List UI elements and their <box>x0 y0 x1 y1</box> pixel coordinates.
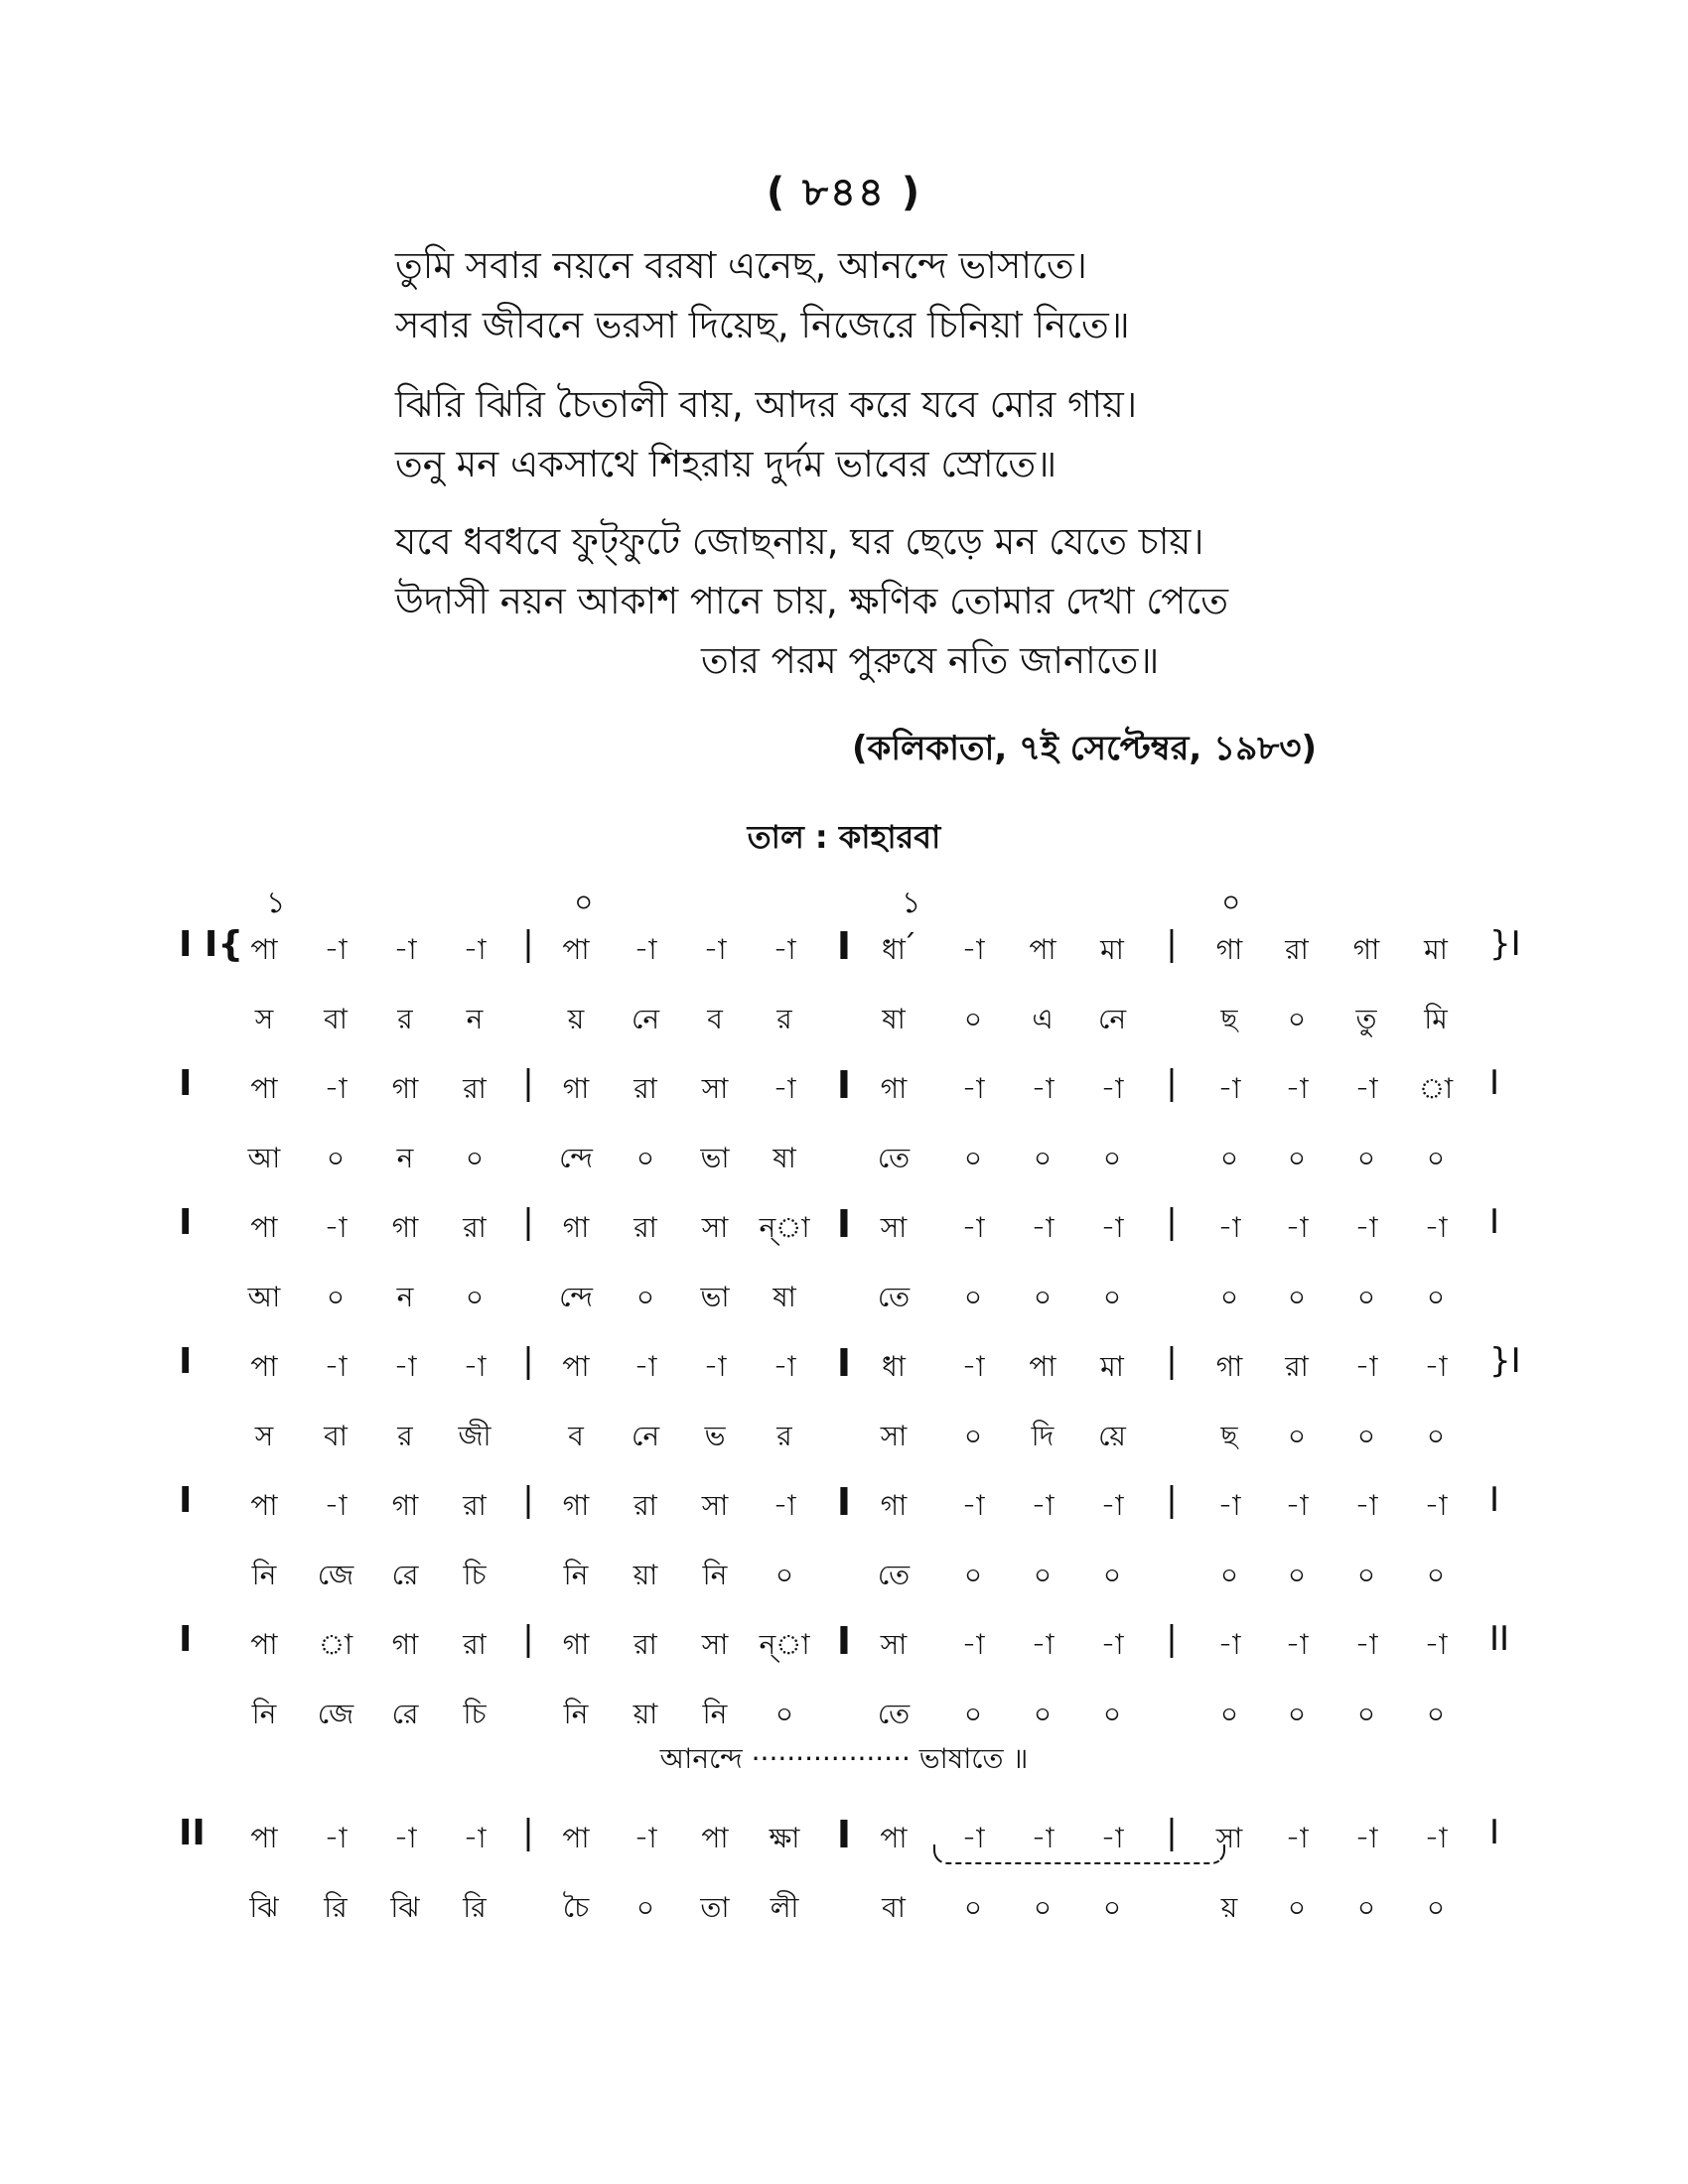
bar-line: | <box>1166 1619 1178 1659</box>
swara-note: রা <box>463 1489 487 1522</box>
lyric-syllable: য় <box>1220 1891 1238 1924</box>
lyric-syllable: রি <box>463 1891 487 1924</box>
lyric-syllable: ০ <box>963 1003 983 1035</box>
swara-note: -া <box>703 1350 727 1383</box>
row-end-bar: }I <box>1489 1341 1521 1381</box>
swara-note: -া <box>1031 1822 1055 1854</box>
row-end-bar: I <box>1489 1813 1500 1852</box>
swara-note: রা <box>463 1072 487 1105</box>
swara-note: -া <box>773 933 796 966</box>
swara-note: রা <box>633 1072 657 1105</box>
lyric-syllable: য়া <box>633 1698 658 1730</box>
lyric-syllable: ন <box>396 1281 414 1313</box>
bar-line: | <box>522 1813 534 1852</box>
swara-note: রা <box>633 1489 657 1522</box>
lyric-syllable: ছ <box>1220 1420 1238 1452</box>
swara-note: মা <box>1424 933 1448 966</box>
lyric-syllable: ভা <box>700 1142 730 1174</box>
swara-note: -া <box>961 1211 985 1244</box>
swara-note: -া <box>1354 1072 1378 1105</box>
swara-note: -া <box>1285 1489 1309 1522</box>
lyric-syllable: বা <box>324 1420 348 1452</box>
lyric-syllable: র <box>776 1003 792 1035</box>
lyric-syllable: ০ <box>1287 1891 1307 1924</box>
lyric-syllable: ষা <box>773 1281 796 1313</box>
swara-note: -া <box>324 1211 348 1244</box>
swara-note: রা <box>1285 933 1309 966</box>
swara-note: পা <box>250 1822 278 1854</box>
swara-note: পা <box>250 1072 278 1105</box>
swara-note: -া <box>1424 1211 1448 1244</box>
bar-line: | <box>1166 1813 1178 1852</box>
bar-line: I <box>836 1202 852 1246</box>
swara-note: া <box>1418 1072 1454 1105</box>
lyric-syllable: নে <box>631 1003 660 1035</box>
swara-note: -া <box>773 1489 796 1522</box>
lyric-syllable: ন্দে <box>559 1281 593 1313</box>
lyric-syllable: ০ <box>1033 1281 1053 1313</box>
lyric-syllable: তা <box>700 1891 730 1924</box>
swara-note: রা <box>633 1211 657 1244</box>
swara-note: পা <box>250 1628 278 1661</box>
lyric-syllable: ০ <box>963 1281 983 1313</box>
bar-line: | <box>1166 924 1178 964</box>
beat-mark: ১´ <box>902 886 921 964</box>
swara-note: -া <box>633 1822 657 1854</box>
swara-note: -া <box>1100 1072 1124 1105</box>
lyric-syllable: ০ <box>1426 1142 1446 1174</box>
lyric-syllable: সা <box>880 1420 908 1452</box>
swara-note: া <box>318 1628 353 1661</box>
lyric-syllable: বা <box>324 1003 348 1035</box>
poem-line: উদাসী নয়ন আকাশ পানে চায়, ক্ষণিক তোমার দেখা পেতে <box>395 580 1228 622</box>
swara-note: গা <box>1352 933 1380 966</box>
lyric-syllable: ঝি <box>390 1891 420 1924</box>
dateline: (কলিকাতা, ৭ই সেপ্টেম্বর, ১৯৮৩) <box>852 729 1318 768</box>
lyric-syllable: ০ <box>635 1142 655 1174</box>
swara-note: রা <box>633 1628 657 1661</box>
lyric-syllable: ০ <box>1102 1559 1122 1591</box>
swara-note: গা <box>880 1489 908 1522</box>
lyric-syllable: রে <box>391 1559 419 1591</box>
swara-note: পা <box>250 933 278 966</box>
swara-note: পা <box>562 1350 590 1383</box>
lyric-syllable: ০ <box>963 1142 983 1174</box>
swara-note: -া <box>703 933 727 966</box>
bar-line: | <box>1166 1480 1178 1520</box>
lyric-syllable: ০ <box>1356 1281 1376 1313</box>
lyric-syllable: য় <box>567 1003 585 1035</box>
lyric-syllable: ০ <box>1426 1281 1446 1313</box>
lyric-syllable: র <box>397 1003 413 1035</box>
lyric-syllable: ঝি <box>249 1891 279 1924</box>
swara-note: -া <box>633 933 657 966</box>
lyric-syllable: ০ <box>1033 1559 1053 1591</box>
beat-mark: ১ <box>266 886 286 920</box>
lyric-syllable: ভা <box>700 1281 730 1313</box>
bar-line: | <box>522 1619 534 1659</box>
swara-note: গা <box>562 1211 590 1244</box>
swara-note: -া <box>773 1072 796 1105</box>
swara-note: -া <box>1031 1628 1055 1661</box>
bar-line: | <box>522 1202 534 1242</box>
lyric-syllable: ০ <box>1033 1142 1053 1174</box>
lyric-syllable: ০ <box>1426 1420 1446 1452</box>
beat-mark: ০ <box>1221 886 1241 920</box>
swara-note: গা <box>1215 1350 1243 1383</box>
swara-note: -া <box>961 1822 985 1854</box>
lyric-syllable: জে <box>317 1698 354 1730</box>
swara-note: গা <box>562 1072 590 1105</box>
page-number: ( ৮৪৪ ) <box>766 170 922 215</box>
lyric-syllable: জে <box>317 1559 354 1591</box>
lyric-syllable: য়ে <box>1098 1420 1126 1452</box>
swara-note: -া <box>463 1350 487 1383</box>
lyric-syllable: ০ <box>1102 1698 1122 1730</box>
row-end-bar: I <box>1489 1480 1500 1520</box>
lyric-syllable: তু <box>1355 1003 1377 1035</box>
lyric-syllable: ০ <box>635 1281 655 1313</box>
bar-line: | <box>1166 1202 1178 1242</box>
lyric-syllable: চৈ <box>562 1891 590 1924</box>
lyric-syllable: ০ <box>963 1559 983 1591</box>
bar-line: | <box>522 924 534 964</box>
swara-note: মা <box>1100 933 1124 966</box>
swara-note: রা <box>1285 1350 1309 1383</box>
bar-line: | <box>1166 1341 1178 1381</box>
lyric-syllable: তে <box>877 1281 911 1313</box>
bar-line: | <box>522 1063 534 1103</box>
lyric-syllable: ০ <box>1287 1142 1307 1174</box>
row-start-bar: I <box>179 1619 193 1660</box>
lyric-syllable: ০ <box>774 1559 794 1591</box>
poem-line: যবে ধবধবে ফুট্‌ফুটে জোছনায়, ঘর ছেড়ে মন যেতে চায়। <box>395 520 1204 563</box>
swara-note: ক্ষা <box>769 1822 800 1854</box>
row-end-bar: II <box>1489 1619 1510 1659</box>
lyric-syllable: তে <box>877 1142 911 1174</box>
lyric-syllable: জী <box>458 1420 492 1452</box>
bar-line: | <box>522 1480 534 1520</box>
swara-note: -া <box>1354 1822 1378 1854</box>
swara-note: -া <box>633 1350 657 1383</box>
bar-line: I <box>836 1619 852 1663</box>
swara-note: -া <box>463 1822 487 1854</box>
swara-note: পা <box>880 1822 908 1854</box>
tala-heading: তাল : কাহারবা <box>747 818 941 856</box>
swara-note: -া <box>1285 1211 1309 1244</box>
lyric-syllable: ০ <box>1102 1281 1122 1313</box>
swara-note: সা <box>701 1211 729 1244</box>
lyric-syllable: বা <box>882 1891 906 1924</box>
swara-note: সা <box>701 1489 729 1522</box>
swara-note: -া <box>961 1628 985 1661</box>
lyric-syllable: রি <box>324 1891 348 1924</box>
swara-note: -া <box>1031 1211 1055 1244</box>
lyric-syllable: ০ <box>1219 1142 1239 1174</box>
lyric-syllable: ০ <box>1287 1003 1307 1035</box>
lyric-syllable: ০ <box>1219 1281 1239 1313</box>
lyric-syllable: ০ <box>465 1142 485 1174</box>
row-start-bar: II <box>179 1813 206 1853</box>
lyric-syllable: ০ <box>1287 1559 1307 1591</box>
lyric-syllable: চি <box>463 1698 487 1730</box>
row-end-bar: I <box>1489 1202 1500 1242</box>
poem-line: সবার জীবনে ভরসা দিয়েছ, নিজেরে চিনিয়া নিতে॥ <box>395 304 1130 346</box>
swara-note: সা <box>1215 1822 1243 1854</box>
poem-line: তনু মন একসাথে শিহরায় দুর্দম ভাবের স্রোতে॥ <box>395 443 1057 485</box>
lyric-syllable: ০ <box>1426 1559 1446 1591</box>
lyric-syllable: ০ <box>1356 1420 1376 1452</box>
swara-note: রা <box>463 1628 487 1661</box>
bar-line: I <box>836 1813 852 1856</box>
lyric-syllable: রে <box>391 1698 419 1730</box>
lyric-syllable: নে <box>631 1420 660 1452</box>
bar-line: I <box>836 1063 852 1107</box>
lyric-syllable: ০ <box>1102 1891 1122 1924</box>
lyric-syllable: ব <box>707 1003 723 1035</box>
lyric-syllable: মি <box>1424 1003 1448 1035</box>
bar-line: I <box>836 1341 852 1385</box>
lyric-syllable: নি <box>563 1559 589 1591</box>
swara-note: -া <box>1354 1489 1378 1522</box>
lyric-syllable: ০ <box>1356 1559 1376 1591</box>
swara-note: সা <box>880 1628 908 1661</box>
lyric-syllable: ০ <box>1033 1891 1053 1924</box>
lyric-syllable: নি <box>702 1698 728 1730</box>
swara-note: -া <box>1217 1072 1241 1105</box>
swara-note: -া <box>1424 1489 1448 1522</box>
swara-note: -া <box>1031 1489 1055 1522</box>
swara-note: ধা <box>882 1350 906 1383</box>
lyric-syllable: ০ <box>963 1420 983 1452</box>
lyric-syllable: ০ <box>1356 1891 1376 1924</box>
swara-note: -া <box>1031 1072 1055 1105</box>
poem-line: ঝিরি ঝিরি চৈতালী বায়, আদর করে যবে মোর গায়। <box>395 383 1138 426</box>
lyric-syllable: আ <box>247 1142 281 1174</box>
poem-line: তার পরম পুরুষে নতি জানাতে॥ <box>701 639 1160 682</box>
row-end-bar: }I <box>1489 924 1521 964</box>
swara-note: -া <box>1424 1628 1448 1661</box>
lyric-syllable: র <box>776 1420 792 1452</box>
lyric-syllable: চি <box>463 1559 487 1591</box>
lyric-syllable: ছ <box>1220 1003 1238 1035</box>
lyric-syllable: ০ <box>963 1698 983 1730</box>
lyric-syllable: ০ <box>1287 1281 1307 1313</box>
swara-note: -া <box>393 1822 417 1854</box>
row-start-bar: I <box>179 1063 193 1104</box>
swara-note: ন্‌া <box>759 1211 810 1244</box>
lyric-syllable: ০ <box>1356 1142 1376 1174</box>
swara-note: -া <box>393 1350 417 1383</box>
swara-note: -া <box>1354 1350 1378 1383</box>
lyric-syllable: ০ <box>1426 1891 1446 1924</box>
lyric-syllable: ০ <box>963 1891 983 1924</box>
lyric-syllable: নি <box>251 1559 277 1591</box>
swara-note: -া <box>1285 1072 1309 1105</box>
swara-note: -া <box>324 933 348 966</box>
swara-note: -া <box>961 1489 985 1522</box>
swara-note: পা <box>562 933 590 966</box>
row-end-bar: I <box>1489 1063 1500 1103</box>
swara-note: -া <box>1217 1211 1241 1244</box>
lyric-syllable: ০ <box>1033 1698 1053 1730</box>
lyric-syllable: ন <box>396 1142 414 1174</box>
swara-note: -া <box>961 933 985 966</box>
slur-mark <box>933 1844 1225 1864</box>
swara-note: -া <box>463 933 487 966</box>
swara-note: পা <box>250 1489 278 1522</box>
swara-note: গা <box>562 1628 590 1661</box>
lyric-syllable: য়া <box>633 1559 658 1591</box>
repeat-note: আনন্দে ·················· ভাষাতে ॥ <box>659 1742 1029 1775</box>
row-start-bar: I I{ <box>179 924 243 965</box>
lyric-syllable: ০ <box>774 1698 794 1730</box>
swara-note: গা <box>391 1211 419 1244</box>
swara-note: পা <box>701 1822 729 1854</box>
swara-note: -া <box>324 1489 348 1522</box>
lyric-syllable: তে <box>877 1698 911 1730</box>
swara-note: মা <box>1100 1350 1124 1383</box>
lyric-syllable: ষা <box>773 1142 796 1174</box>
swara-note: -া <box>1217 1489 1241 1522</box>
lyric-syllable: ০ <box>635 1891 655 1924</box>
swara-note: পা <box>1029 1350 1056 1383</box>
swara-note: গা <box>391 1072 419 1105</box>
lyric-syllable: ০ <box>326 1281 346 1313</box>
lyric-syllable: ০ <box>326 1142 346 1174</box>
swara-note: -া <box>961 1072 985 1105</box>
beat-mark: ০ <box>574 886 594 920</box>
lyric-syllable: ষা <box>882 1003 906 1035</box>
lyric-syllable: দি <box>1031 1420 1055 1452</box>
bar-line: I <box>836 1480 852 1524</box>
lyric-syllable: এ <box>1032 1003 1054 1035</box>
lyric-syllable: স <box>254 1420 274 1452</box>
lyric-syllable: ০ <box>1356 1698 1376 1730</box>
lyric-syllable: ০ <box>1287 1420 1307 1452</box>
lyric-syllable: নি <box>251 1698 277 1730</box>
swara-note: গা <box>880 1072 908 1105</box>
lyric-syllable: তে <box>877 1559 911 1591</box>
swara-note: পা <box>250 1211 278 1244</box>
swara-note: পা <box>562 1822 590 1854</box>
lyric-syllable: স <box>254 1003 274 1035</box>
swara-note: রা <box>463 1211 487 1244</box>
swara-note: -া <box>1354 1211 1378 1244</box>
swara-note: -া <box>1285 1628 1309 1661</box>
swara-note: -া <box>1217 1628 1241 1661</box>
lyric-syllable: নি <box>702 1559 728 1591</box>
swara-note: গা <box>562 1489 590 1522</box>
row-start-bar: I <box>179 1480 193 1521</box>
swara-note: -া <box>1100 1628 1124 1661</box>
swara-note: -া <box>393 933 417 966</box>
swara-note: -া <box>324 1822 348 1854</box>
lyric-syllable: নে <box>1097 1003 1127 1035</box>
lyric-syllable: ভ <box>704 1420 726 1452</box>
bar-line: | <box>1166 1063 1178 1103</box>
swara-note: -া <box>1100 1822 1124 1854</box>
swara-note: ধা <box>882 933 906 966</box>
lyric-syllable: ০ <box>1287 1698 1307 1730</box>
swara-note: পা <box>250 1350 278 1383</box>
lyric-syllable: নি <box>563 1698 589 1730</box>
bar-line: I <box>836 924 852 968</box>
swara-note: -া <box>1100 1211 1124 1244</box>
lyric-syllable: ০ <box>1219 1559 1239 1591</box>
swara-note: -া <box>1424 1822 1448 1854</box>
swara-note: -া <box>773 1350 796 1383</box>
lyric-syllable: ব <box>568 1420 584 1452</box>
swara-note: -া <box>1285 1822 1309 1854</box>
swara-note: -া <box>324 1072 348 1105</box>
lyric-syllable: ন্দে <box>559 1142 593 1174</box>
swara-note: ন্‌া <box>759 1628 810 1661</box>
poem-line: তুমি সবার নয়নে বরষা এনেছ, আনন্দে ভাসাতে। <box>395 244 1087 287</box>
swara-note: -া <box>1424 1350 1448 1383</box>
lyric-syllable: ০ <box>1219 1698 1239 1730</box>
lyric-syllable: ০ <box>1426 1698 1446 1730</box>
lyric-syllable: লী <box>770 1891 799 1924</box>
lyric-syllable: র <box>397 1420 413 1452</box>
swara-note: -া <box>324 1350 348 1383</box>
swara-note: গা <box>391 1628 419 1661</box>
lyric-syllable: ০ <box>1102 1142 1122 1174</box>
lyric-syllable: ন <box>466 1003 484 1035</box>
swara-note: গা <box>1215 933 1243 966</box>
swara-note: -া <box>1100 1489 1124 1522</box>
swara-note: পা <box>1029 933 1056 966</box>
bar-line: | <box>522 1341 534 1381</box>
swara-note: সা <box>701 1628 729 1661</box>
swara-note: গা <box>391 1489 419 1522</box>
swara-note: সা <box>701 1072 729 1105</box>
swara-note: সা <box>880 1211 908 1244</box>
lyric-syllable: আ <box>247 1281 281 1313</box>
lyric-syllable: ০ <box>465 1281 485 1313</box>
swara-note: -া <box>961 1350 985 1383</box>
row-start-bar: I <box>179 1341 193 1382</box>
row-start-bar: I <box>179 1202 193 1243</box>
swara-note: -া <box>1354 1628 1378 1661</box>
